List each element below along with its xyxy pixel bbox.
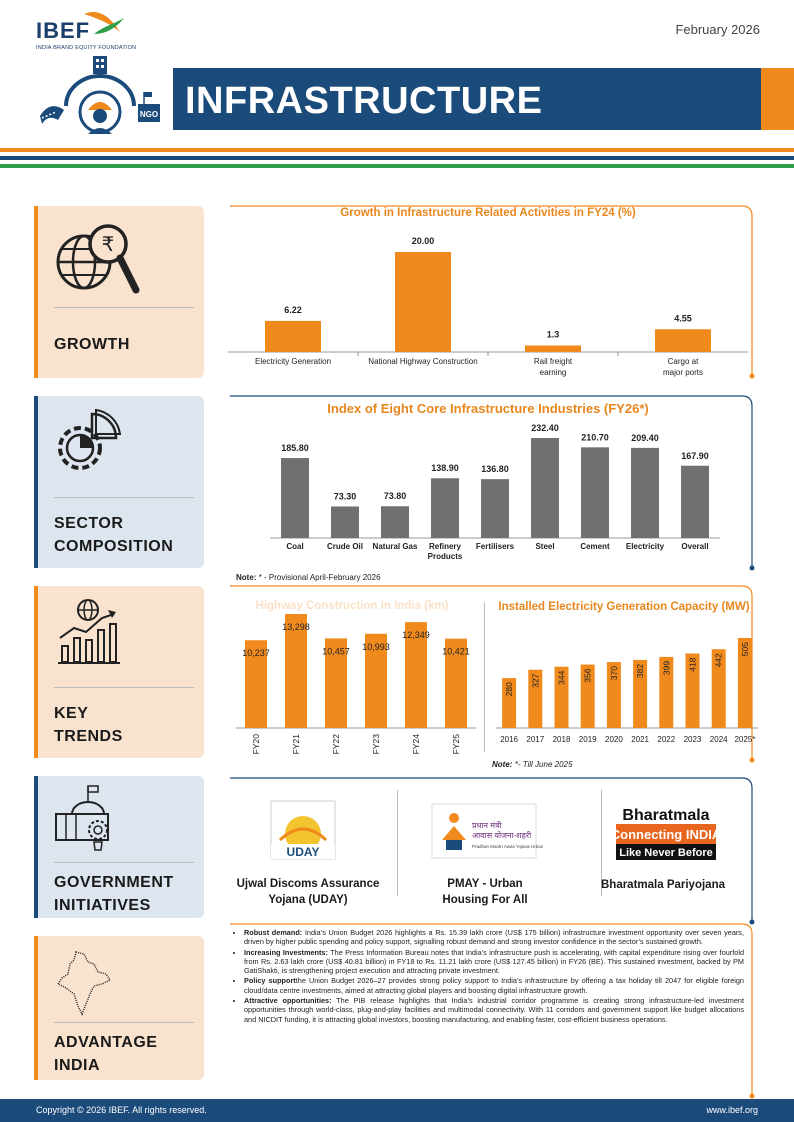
report-date: February 2026 xyxy=(675,22,760,37)
globe-rising-bars-icon xyxy=(56,598,122,668)
data-label: 399 xyxy=(661,660,672,676)
tick-label: major ports xyxy=(662,368,704,377)
data-label: 185.80 xyxy=(281,443,309,454)
bar xyxy=(531,438,559,538)
tick-label: Electricity xyxy=(625,542,665,551)
chart-electricity xyxy=(496,618,758,748)
tick-label: Fertilisers xyxy=(475,542,515,551)
tick-label: Refinery xyxy=(428,542,462,551)
data-label: 327 xyxy=(530,673,541,688)
data-label: 382 xyxy=(635,663,646,679)
section-label-government: GOVERNMENT INITIATIVES xyxy=(54,874,174,914)
section-government-bar xyxy=(34,776,38,918)
data-label: 10,421 xyxy=(442,646,470,657)
tick-label: FY24 xyxy=(411,734,421,755)
tick-label: 2020 xyxy=(605,735,623,744)
page-title: INFRASTRUCTURE xyxy=(185,80,543,122)
footer-copyright: Copyright © 2026 IBEF. All rights reserved. xyxy=(36,1105,207,1115)
tick-label: National Highway Construction xyxy=(368,357,478,366)
data-label: 210.70 xyxy=(581,432,609,443)
chart-electricity-title: Installed Electricity Generation Capacity (MW) xyxy=(498,601,750,613)
section-divider xyxy=(54,307,194,308)
tick-label: 2021 xyxy=(631,735,649,744)
tick-label: Crude Oil xyxy=(326,542,364,551)
tick-label: 2022 xyxy=(657,735,676,744)
bharatmala-logo-icon xyxy=(610,802,722,860)
bar xyxy=(265,321,321,352)
section-label-sector: SECTOR COMPOSITION xyxy=(54,515,174,555)
bar xyxy=(631,448,659,538)
tick-label: 2019 xyxy=(578,735,597,744)
globe-rupee-magnifier-icon xyxy=(52,220,142,296)
chart-core-title: Index of Eight Core Infrastructure Industries (FY26*) xyxy=(327,401,649,416)
tick-label: 2018 xyxy=(552,735,571,744)
data-label: 1.3 xyxy=(546,329,560,340)
infrastructure-illustration-icon xyxy=(36,54,166,140)
initiative-bharatmala-name: Bharatmala Pariyojana xyxy=(600,879,725,891)
bar xyxy=(281,458,309,538)
data-label: 418 xyxy=(687,657,698,672)
logo-tagline: INDIA BRAND EQUITY FOUNDATION xyxy=(36,45,137,51)
data-label: 73.30 xyxy=(333,491,357,502)
list-item: • Robust demand: India’s Union Budget 2026 highlights a Rs. 15.39 lakh crore (US$ 175 billion) infrastructure investment opportunity over seven years, driven by higher public spending and policy support, signalling robust demand and strong investor confidence in the sector’s sustained growth. xyxy=(244,928,744,947)
section-divider xyxy=(54,687,194,688)
bar xyxy=(655,329,711,352)
tick-label: Products xyxy=(427,552,463,561)
tick-label: 2025* xyxy=(734,735,756,744)
data-label: 10,993 xyxy=(362,641,390,652)
data-label: 167.90 xyxy=(681,450,709,461)
svg-text:Like Never Before: Like Never Before xyxy=(619,847,713,859)
tick-label: FY25 xyxy=(451,734,461,755)
tick-label: Overall xyxy=(681,542,709,551)
list-item: • Attractive opportunities: The PIB release highlights that India’s industrial corridor programme is creating strong infrastructure-led investment opportunities through world-class, plug-and-play facilities and multimodal connectivity. With 11 corridors and government support like budget allocations and NICDIT funding, it is attracting global investors, boosting manufacturing, and enabling faster, cost-efficient business operations. xyxy=(244,996,744,1024)
bar xyxy=(381,506,409,538)
svg-text:₹: ₹ xyxy=(101,234,115,256)
bar xyxy=(681,466,709,538)
tick-label: Natural Gas xyxy=(372,542,418,551)
initiative-uday-name: Ujwal Discoms Assurance Yojana (UDAY) xyxy=(236,878,380,906)
bar xyxy=(395,252,451,352)
tick-label: FY22 xyxy=(331,734,341,755)
chart-highway-title: Highway Construction in India (km) xyxy=(255,600,449,612)
logo-swoosh-icon xyxy=(80,8,126,38)
chart-growth xyxy=(228,226,748,382)
data-label: 4.55 xyxy=(674,313,692,324)
bar xyxy=(525,346,581,353)
tick-label: earning xyxy=(539,368,567,377)
tick-label: 2024 xyxy=(709,735,728,744)
data-label: 13,298 xyxy=(282,622,310,632)
chart-divider xyxy=(484,602,485,752)
svg-text:Pradhan Mantri Awas Yojana-Urb: Pradhan Mantri Awas Yojana-Urban xyxy=(472,844,544,849)
section-divider xyxy=(54,1022,194,1023)
tick-label: Electricity Generation xyxy=(254,357,332,366)
section-divider xyxy=(54,497,194,498)
ngo-badge: NGO xyxy=(139,110,159,119)
footer-website[interactable]: www.ibef.org xyxy=(706,1105,758,1115)
tick-label: FY23 xyxy=(371,734,381,755)
list-item: • Policy supportthe Union Budget 2026–27 provides strong policy support to India’s infrastructure by offering a tax holiday till 2047 for eligible foreign cloud/data centre investments, aimed at attracting global players and boosting digital infrastructure growth. xyxy=(244,976,744,995)
tick-label: Coal xyxy=(286,542,304,551)
tick-label: Rail freight xyxy=(533,357,573,366)
stripe-green xyxy=(0,164,794,168)
data-label: 232.40 xyxy=(531,423,559,433)
section-label-advantage: ADVANTAGE INDIA xyxy=(54,1034,158,1074)
initiative-divider xyxy=(397,790,398,896)
svg-text:प्रधान मंत्री: प्रधान मंत्री xyxy=(472,821,502,830)
section-trends-bar xyxy=(34,586,38,758)
chart-electricity-note: Note: *- Till June 2025 xyxy=(492,760,573,769)
data-label: 138.90 xyxy=(431,463,459,474)
ibef-logo: IBEF xyxy=(36,18,91,43)
section-divider xyxy=(54,862,194,863)
data-label: 6.22 xyxy=(284,304,302,315)
stripe-navy xyxy=(0,156,794,160)
government-building-icon xyxy=(52,784,118,856)
tick-label: FY21 xyxy=(291,734,301,755)
data-label: 10,237 xyxy=(242,648,270,659)
chart-core xyxy=(270,418,720,568)
section-label-growth: GROWTH xyxy=(54,336,130,353)
pmay-logo-icon xyxy=(432,804,544,858)
data-label: 73.80 xyxy=(383,491,407,502)
india-map-icon xyxy=(54,950,114,1016)
svg-text:Connecting INDIA: Connecting INDIA xyxy=(610,827,722,842)
gear-pie-icon xyxy=(52,408,128,478)
data-label: 136.80 xyxy=(481,464,509,475)
svg-text:UDAY: UDAY xyxy=(286,845,320,859)
data-label: 370 xyxy=(608,666,619,681)
bar xyxy=(331,506,359,538)
chart-core-note: Note: * - Provisional April-February 2026 xyxy=(236,573,381,582)
stripe-orange xyxy=(0,148,794,152)
data-label: 209.40 xyxy=(631,432,659,443)
tick-label: 2016 xyxy=(500,735,518,744)
section-label-trends: KEY TRENDS xyxy=(54,705,123,745)
bar xyxy=(481,479,509,538)
tick-label: Cement xyxy=(580,542,610,551)
data-label: 344 xyxy=(556,670,567,685)
advantage-list xyxy=(232,928,744,1025)
chart-growth-title: Growth in Infrastructure Related Activities in FY24 (%) xyxy=(340,207,636,219)
data-label: 442 xyxy=(713,653,724,668)
tick-label: 2017 xyxy=(526,735,545,744)
tick-label: Steel xyxy=(535,542,555,551)
data-label: 505 xyxy=(739,642,750,657)
uday-logo-icon xyxy=(270,800,336,860)
data-label: 356 xyxy=(582,668,593,683)
bar xyxy=(431,478,459,538)
data-label: 10,457 xyxy=(322,646,350,657)
svg-text:Bharatmala: Bharatmala xyxy=(622,807,710,824)
svg-text:आवास योजना-शहरी: आवास योजना-शहरी xyxy=(472,831,532,840)
section-growth-bar xyxy=(34,206,38,378)
data-label: 280 xyxy=(504,682,515,697)
data-label: 20.00 xyxy=(411,236,435,246)
tick-label: FY20 xyxy=(251,734,261,755)
list-item: • Increasing Investments: The Press Information Bureau notes that India’s infrastructure push is accelerating, with capital expenditure rising over fourfold from Rs. 2.63 lakh crore (US$ 40.81 billion) in FY18 to Rs. 11.21 lakh crore (US$ 127.45 billion) in FY26 (BE). This sustained investment, backed by PM GatiShakti, is strengthening project execution and attracting private investment. xyxy=(244,948,744,976)
section-advantage-bar xyxy=(34,936,38,1080)
data-label: 12,349 xyxy=(402,630,430,641)
initiative-pmay-name: PMAY - Urban Housing For All xyxy=(442,878,528,906)
tick-label: 2023 xyxy=(683,735,702,744)
section-sector-bar xyxy=(34,396,38,568)
tick-label: Cargo at xyxy=(667,357,699,366)
chart-highway xyxy=(236,606,476,766)
bar xyxy=(581,447,609,538)
title-bar-accent xyxy=(761,68,794,130)
